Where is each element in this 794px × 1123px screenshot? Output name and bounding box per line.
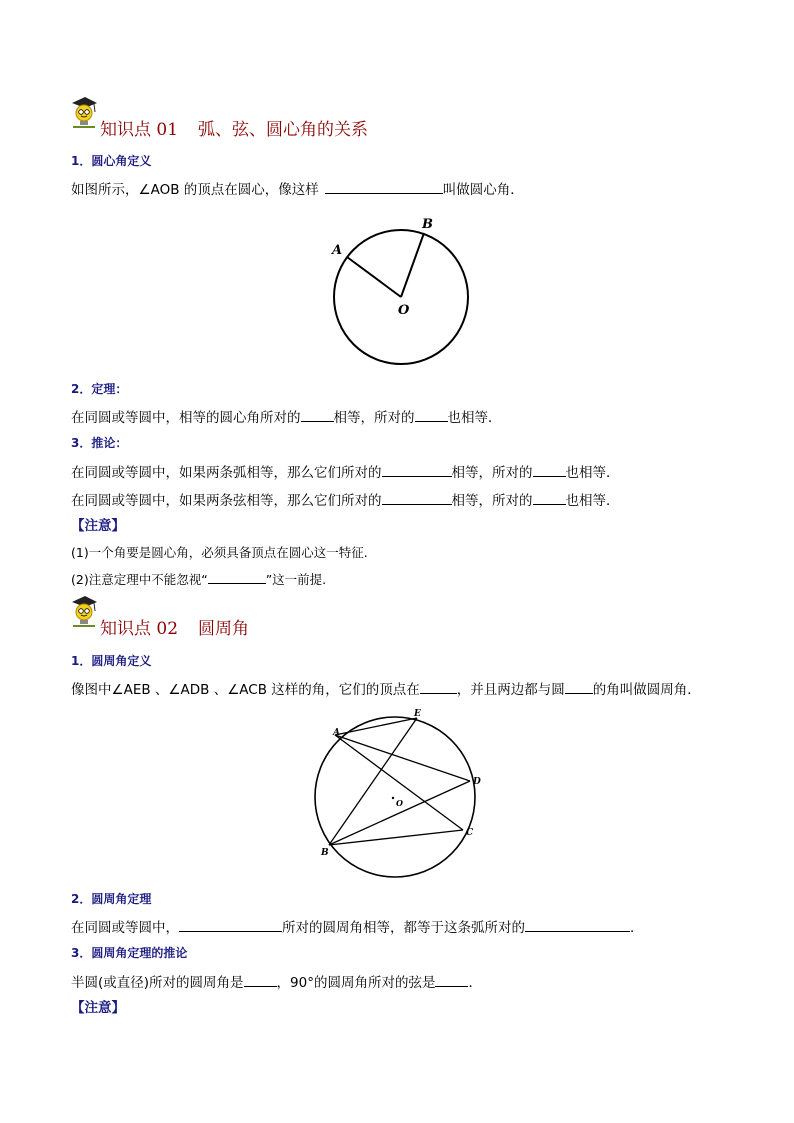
scholar-bulb-icon	[70, 595, 98, 629]
blank	[382, 490, 452, 505]
kp1-theorem-b: 相等，所对的	[333, 410, 415, 426]
blank	[420, 679, 457, 694]
kp1-note-2	[71, 569, 326, 588]
kp1-title-number: 知识点 01	[100, 120, 179, 140]
chord-cb	[329, 830, 463, 845]
label-e: E	[414, 709, 421, 719]
kp2-corollary-heading: 3．圆周角定理的推论	[71, 946, 188, 960]
kp2-theorem-a: 在同圆或等圆中，	[71, 920, 179, 936]
radius-oa	[347, 257, 401, 297]
kp2-cor-b: ，90°的圆周角所对的弦是	[276, 975, 436, 991]
kp2-title	[100, 614, 249, 639]
chord-ae	[335, 718, 417, 735]
kp1-cor2-a: 在同圆或等圆中，如果两条弦相等，那么它们所对的	[71, 493, 382, 509]
blank	[533, 490, 566, 505]
blank	[415, 407, 448, 422]
central-angle-figure	[320, 210, 480, 375]
label-c: C	[466, 828, 474, 838]
chord-db	[329, 781, 470, 845]
scholar-bulb-icon	[70, 96, 98, 130]
kp1-def-heading: 1．圆心角定义	[71, 154, 152, 168]
kp1-theorem-a: 在同圆或等圆中，相等的圆心角所对的	[71, 410, 301, 426]
kp1-corollary-2	[71, 489, 620, 509]
chord-ac	[335, 735, 463, 830]
label-b: B	[422, 217, 433, 232]
blank	[533, 462, 566, 477]
label-b: B	[321, 848, 329, 858]
blank	[382, 462, 452, 477]
blank	[208, 569, 266, 584]
blank	[435, 972, 468, 987]
circle-o	[315, 717, 475, 877]
label-d: D	[473, 777, 481, 787]
kp1-cor2-c: 也相等．	[565, 493, 620, 509]
kp1-def-text	[71, 178, 524, 198]
kp2-theorem-text	[71, 916, 644, 936]
kp2-cor-a: 半圆(或直径)所对的圆周角是	[71, 975, 244, 991]
kp2-def-text-a: 像图中∠AEB 、∠ADB 、∠ACB 这样的角，它们的顶点在	[71, 682, 420, 698]
kp1-def-text-a: 如图所示，∠AOB 的顶点在圆心，像这样	[71, 182, 319, 198]
kp1-title	[100, 115, 368, 140]
kp2-title-number: 知识点 02	[100, 619, 179, 639]
kp2-def-text-c: 的角叫做圆周角．	[592, 682, 701, 698]
blank	[301, 407, 334, 422]
label-a: A	[333, 728, 340, 738]
label-o: O	[396, 798, 403, 808]
label-a: A	[332, 243, 343, 258]
kp1-note-heading: 【注意】	[71, 518, 125, 534]
blank	[244, 972, 277, 987]
kp1-cor2-b: 相等，所对的	[451, 493, 533, 509]
kp2-note-heading: 【注意】	[71, 1000, 125, 1016]
radius-ob	[401, 233, 424, 297]
kp1-theorem-c: 也相等．	[447, 410, 502, 426]
center-dot	[392, 797, 394, 799]
kp1-cor1-c: 也相等．	[565, 465, 620, 481]
kp1-note2-b: ”这一前提.	[265, 572, 327, 587]
kp1-theorem-text	[71, 406, 502, 426]
kp1-def-text-b: 叫做圆心角．	[442, 182, 524, 198]
kp2-corollary-text	[71, 971, 482, 991]
label-o: O	[398, 303, 410, 318]
kp1-theorem-heading: 2．定理：	[71, 382, 128, 396]
kp1-note2-a: (2)注意定理中不能忽视“	[71, 572, 208, 587]
kp1-cor1-a: 在同圆或等圆中，如果两条弧相等，那么它们所对的	[71, 465, 382, 481]
blank	[525, 917, 630, 932]
kp1-title-topic: 弧、弦、圆心角的关系	[198, 120, 369, 140]
kp2-theorem-heading: 2．圆周角定理	[71, 892, 152, 906]
kp2-def-text	[71, 678, 701, 698]
kp2-theorem-b: 所对的圆周角相等，都等于这条弧所对的	[282, 920, 525, 936]
blank	[565, 679, 593, 694]
kp2-title-topic: 圆周角	[198, 619, 250, 639]
kp2-def-text-b: ，并且两边都与圆	[456, 682, 565, 698]
kp2-def-heading: 1．圆周角定义	[71, 654, 152, 668]
kp2-theorem-c: ．	[630, 920, 644, 936]
blank	[179, 917, 282, 932]
blank	[325, 179, 443, 194]
chord-ad	[335, 735, 470, 781]
kp1-corollary-heading: 3．推论：	[71, 436, 128, 450]
inscribed-angle-figure	[305, 705, 490, 880]
kp1-cor1-b: 相等，所对的	[451, 465, 533, 481]
kp2-cor-c: ．	[468, 975, 482, 991]
kp1-corollary-1	[71, 461, 620, 481]
kp1-note-1: (1)一个角要是圆心角，必须具备顶点在圆心这一特征.	[71, 545, 368, 560]
